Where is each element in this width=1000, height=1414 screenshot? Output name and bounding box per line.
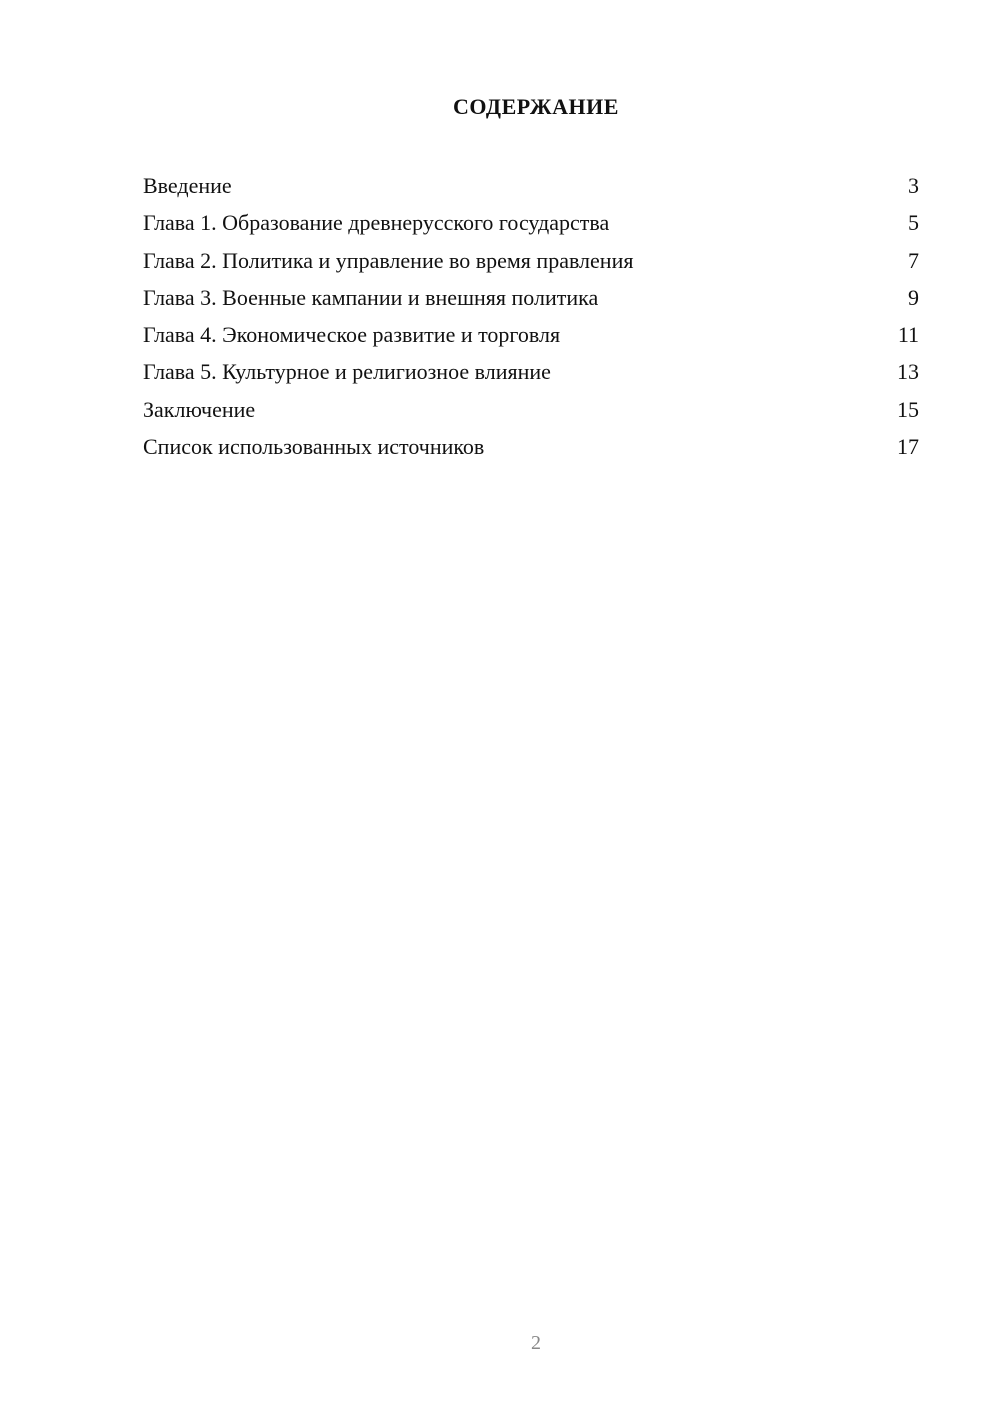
toc-entry-label: Глава 5. Культурное и религиозное влияние [143,359,551,385]
toc-entry-page: 11 [897,322,919,348]
toc-entry-conclusion [143,391,919,428]
toc-entry-label: Заключение [143,396,256,422]
toc-entry-page: 9 [908,284,919,310]
toc-entry-chapter-3 [143,279,919,316]
toc-entry-chapter-4 [143,316,919,353]
toc-entry-page: 3 [908,173,919,198]
toc-entry-introduction [143,167,919,204]
toc-entry-page: 5 [908,210,919,236]
toc-entry-page: 15 [897,396,919,422]
toc-entry-label: Глава 2. Политика и управление во время правления [143,247,634,273]
toc-entry-references [143,428,919,465]
toc-entry-chapter-5 [143,353,919,390]
toc-entry-chapter-2 [143,242,919,279]
toc-entry-label: Список использованных источников [143,434,485,460]
table-of-contents [143,167,919,465]
page-title: СОДЕРЖАНИЕ [453,94,619,119]
page-number: 2 [531,1332,541,1354]
toc-entry-page: 7 [908,247,919,273]
toc-entry-page: 17 [897,434,919,460]
toc-entry-label: Введение [143,173,232,198]
toc-entry-label: Глава 1. Образование древнерусского государства [143,210,610,236]
toc-entry-chapter-1 [143,204,919,241]
toc-entry-label: Глава 4. Экономическое развитие и торговля [143,322,561,348]
toc-entry-label: Глава 3. Военные кампании и внешняя политика [143,284,599,310]
toc-entry-page: 13 [897,359,919,385]
